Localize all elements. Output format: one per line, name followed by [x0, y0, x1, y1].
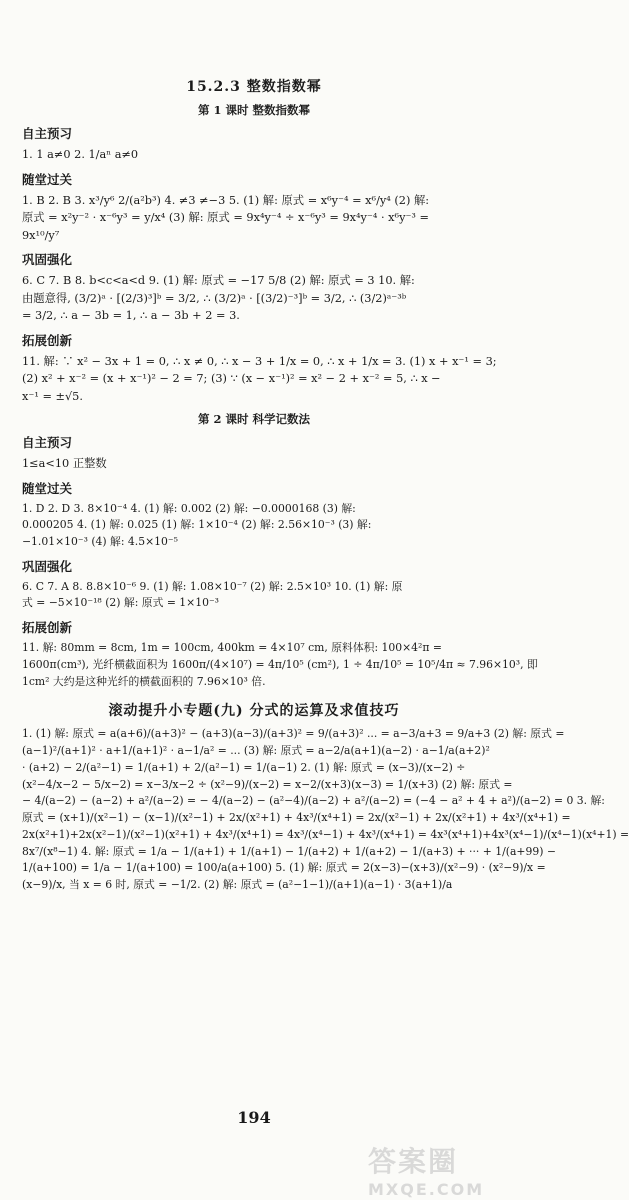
topic-line: · (a+2) − 2/(a²−1) = 1/(a+1) + 2/(a²−1) = 1/(a−1) 2. (1) 解: 原式 = (x−3)/(x−2) ÷ [22, 760, 466, 774]
topic-line: (x−9)/x, 当 x = 6 时, 原式 = −1/2. (2) 解: 原式 = (a²−1−1)/(a+1)(a−1) · 3(a+1)/a [22, 877, 453, 891]
watermark-logo: 答案圈 [368, 1145, 459, 1178]
lesson1-line: 6. C 7. B 8. b<c<a<d 9. (1) 解: 原式 = −17 5/8 (2) 解: 原式 = 3 10. 解: [22, 274, 415, 287]
lesson1-line: 1. B 2. B 3. x³/y⁶ 2/(a²b³) 4. ≠3 ≠−3 5. (1) 解: 原式 = x⁶y⁻⁴ = x⁶/y⁴ (2) 解: [22, 193, 430, 207]
lesson2-line: 式 = −5×10⁻¹⁸ (2) 解: 原式 = 1×10⁻³ [22, 596, 219, 610]
lesson2-line: 1cm² 大约是这种光纤的横截面积的 7.96×10³ 倍. [22, 674, 266, 688]
lesson1-subtitle: 第 1 课时 整数指数幂 [197, 103, 310, 117]
lesson1-line: 1. 1 a≠0 2. 1/aⁿ a≠0 [22, 148, 139, 161]
watermark [368, 1140, 498, 1199]
lesson1-line: 9x¹⁰/y⁷ [22, 228, 60, 242]
topic-line: 8x⁷/(x⁸−1) 4. 解: 原式 = 1/a − 1/(a+1) + 1/(a+1) − 1/(a+2) + 1/(a+2) − 1/(a+3) + ··· + 1/(a+99) − [22, 844, 556, 858]
topic-line: − 4/(a−2) − (a−2) + a²/(a−2) = − 4/(a−2) − (a²−4)/(a−2) + a²/(a−2) = (−4 − a² + 4 + a²)/(a−2) = 0 3. 解: [22, 794, 605, 808]
section-title: 15.2.3 整数指数幂 [186, 79, 322, 95]
lesson2-line: 1≤a<10 正整数 [22, 457, 107, 470]
lesson2-line: 11. 解: 80mm = 8cm, 1m = 100cm, 400km = 4×10⁷ cm, 原料体积: 100×4²π = [22, 641, 442, 655]
lesson1-section-extend: 拓展创新 [22, 332, 73, 348]
page-number: 194 [237, 1108, 271, 1127]
watermark-site: MXQE.COM [368, 1180, 485, 1199]
topic-line: 2x(x²+1)+2x(x²−1)/(x²−1)(x²+1) + 4x³/(x⁴+1) = 4x³/(x⁴−1) + 4x³/(x⁴+1) = 4x³(x⁴+1)+4x³(x⁴−1)/(x⁴−1)(x⁴+1) = [22, 827, 629, 841]
topic-line: (a−1)²/(a+1)² · a+1/(a+1)² · a−1/a² = ... (3) 解: 原式 = a−2/a(a+1)(a−2) · a−1/a(a+2)² [22, 744, 490, 758]
lesson2-section-consolidate: 巩固强化 [22, 558, 73, 574]
topic-line: (x²−4/x−2 − 5/x−2) = x−3/x−2 ÷ (x²−9)/(x−2) = x−2/(x+3)(x−3) = 1/(x+3) (2) 解: 原式 = [22, 777, 513, 791]
lesson1-block [0, 124, 508, 405]
lesson2-line: 6. C 7. A 8. 8.8×10⁻⁶ 9. (1) 解: 1.08×10⁻⁷ (2) 解: 2.5×10³ 10. (1) 解: 原 [22, 579, 403, 593]
lesson1-line: x⁻¹ = ±√5. [22, 389, 83, 403]
lesson1-section-class: 随堂过关 [22, 171, 73, 187]
lesson1-line: 由题意得, (3/2)ᵃ · [(2/3)³]ᵇ = 3/2, ∴ (3/2)ᵃ · [(3/2)⁻³]ᵇ = 3/2, ∴ (3/2)ᵃ⁻³ᵇ [22, 291, 407, 305]
lesson2-section-extend: 拓展创新 [22, 620, 73, 636]
topic-title: 滚动提升小专题(九) 分式的运算及求值技巧 [108, 703, 400, 720]
lesson2-section-preview: 自主预习 [22, 435, 73, 450]
topic-line: 1/(a+100) = 1/a − 1/(a+100) = 100/a(a+100) 5. (1) 解: 原式 = 2(x−3)−(x+3)/(x²−9) · (x²−9)/x = [22, 861, 546, 875]
lesson2-line: −1.01×10⁻³ (4) 解: 4.5×10⁻⁵ [22, 534, 178, 548]
lesson1-line: = 3/2, ∴ a − 3b = 1, ∴ a − 3b + 2 = 3. [22, 309, 240, 322]
topic-line: 原式 = (x+1)/(x²−1) − (x−1)/(x²−1) + 2x/(x²+1) + 4x³/(x⁴+1) = 2x/(x²−1) + 2x/(x²+1) + 4x³/(x⁴+1) = [22, 811, 571, 825]
lesson2-line: 1600π(cm³), 光纤横截面积为 1600π/(4×10⁷) = 4π/10⁵ (cm²), 1 ÷ 4π/10⁵ = 10⁵/4π ≈ 7.96×10³, 即 [22, 657, 538, 671]
lesson2-block [0, 433, 538, 690]
lesson2-line: 1. D 2. D 3. 8×10⁻⁴ 4. (1) 解: 0.002 (2) 解: −0.0000168 (3) 解: [22, 501, 356, 515]
lesson1-line: (2) x² + x⁻² = (x + x⁻¹)² − 2 = 7; (3) ∵ (x − x⁻¹)² = x² − 2 + x⁻² = 5, ∴ x − [22, 372, 441, 385]
lesson1-line: 11. 解: ∵ x² − 3x + 1 = 0, ∴ x ≠ 0, ∴ x − 3 + 1/x = 0, ∴ x + 1/x = 3. (1) x + x⁻¹ = 3; [22, 354, 497, 368]
topic-block [0, 726, 629, 893]
lesson2-subtitle: 第 2 课时 科学记数法 [197, 412, 310, 426]
lesson2-line: 0.000205 4. (1) 解: 0.025 (1) 解: 1×10⁻⁴ (2) 解: 2.56×10⁻³ (3) 解: [22, 518, 372, 532]
lesson1-section-consolidate: 巩固强化 [22, 252, 73, 267]
topic-line: 1. (1) 解: 原式 = a(a+6)/(a+3)² − (a+3)(a−3)/(a+3)² = 9/(a+3)² ... = a−3/a+3 = 9/a+3 (2) 解: 原式 = [22, 727, 565, 741]
lesson1-section-preview: 自主预习 [22, 126, 73, 141]
lesson2-section-class: 随堂过关 [22, 480, 73, 496]
lesson1-line: 原式 = x²y⁻² · x⁻⁶y³ = y/x⁴ (3) 解: 原式 = 9x⁴y⁻⁴ ÷ x⁻⁶y³ = 9x⁴y⁻⁴ · x⁶y⁻³ = [22, 211, 430, 224]
